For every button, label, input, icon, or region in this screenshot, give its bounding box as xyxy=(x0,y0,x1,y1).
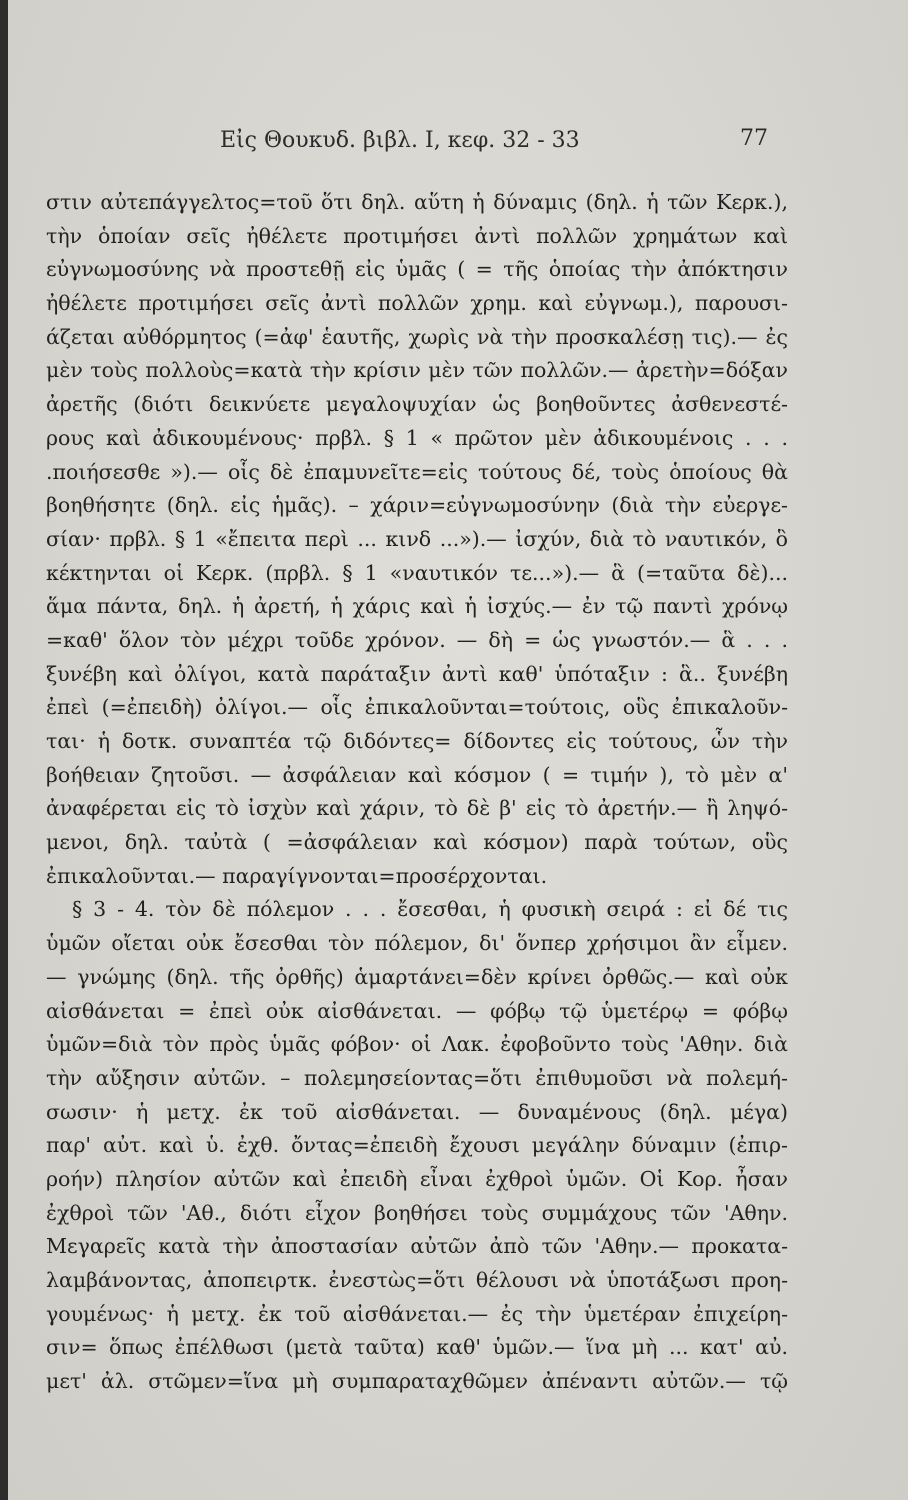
text-line: άζεται αὐθόρμητος (=ἀφ' ἑαυτῆς, χωρὶς νὰ τὴν προσκαλέσῃ τις).— ἐς xyxy=(46,324,788,349)
text-line: γουμένως· ἡ μετχ. ἐκ τοῦ αἰσθάνεται.— ἐς τὴν ὑμετέραν ἐπιχείρη- xyxy=(46,1301,788,1326)
text-line: ὑμῶν=διὰ τὸν πρὸς ὑμᾶς φόβον· οἱ Λακ. ἐφοβοῦντο τοὺς 'Αθην. διὰ xyxy=(46,1032,788,1057)
paragraph-start-line: § 3 - 4. τὸν δὲ πόλεμον . . . ἔσεσθαι, ἡ φυσικὴ σειρά : εἰ δέ τις xyxy=(72,897,788,922)
text-line: κέκτηνται οἱ Κερκ. (πρβλ. § 1 «ναυτικόν τε...»).— ἃ (=ταῦτα δὲ)... xyxy=(46,560,788,585)
page-number: 77 xyxy=(740,126,768,151)
text-line: βοηθήσητε (δηλ. εἰς ἡμᾶς). – χάριν=εὐγνωμοσύνην (διὰ τὴν εὐεργε- xyxy=(46,493,788,518)
text-line: σιν= ὅπως ἐπέλθωσι (μετὰ ταῦτα) καθ' ὑμῶν.— ἵνα μὴ ... κατ' αὐ. xyxy=(46,1335,788,1360)
text-line: παρ' αὐτ. καὶ ὑ. ἐχθ. ὄντας=ἐπειδὴ ἔχουσι μεγάλην δύναμιν (ἐπιρ- xyxy=(46,1133,788,1158)
text-line: τὴν ὁποίαν σεῖς ἠθέλετε προτιμήσει ἀντὶ πολλῶν χρημάτων καὶ xyxy=(46,223,788,248)
commentary-text xyxy=(46,186,788,1399)
text-line: μετ' ἀλ. στῶμεν=ἵνα μὴ συμπαραταχθῶμεν ἀπέναντι αὐτῶν.— τῷ xyxy=(46,1369,788,1394)
text-line: =καθ' ὅλον τὸν μέχρι τοῦδε χρόνον. — δὴ = ὡς γνωστόν.— ἃ . . . xyxy=(46,627,788,652)
text-line: .ποιήσεσθε »).— οἷς δὲ ἐπαμυνεῖτε=εἰς τούτους δέ, τοὺς ὁποίους θὰ xyxy=(46,459,788,484)
text-line: ἐπικαλοῦνται.— παραγίγνονται=προσέρχονται. xyxy=(46,863,548,888)
text-line: λαμβάνοντας, ἀποπειρτκ. ἐνεστὼς=ὅτι θέλουσι νὰ ὑποτάξωσι προη- xyxy=(46,1268,788,1292)
text-line: στιν αὐτεπάγγελτος=τοῦ ὅτι δηλ. αὕτη ἡ δύναμις (δηλ. ἡ τῶν Κερκ.), xyxy=(46,190,788,214)
page-header xyxy=(220,128,768,162)
running-title: Εἰς Θουκυδ. βιβλ. Ι, κεφ. 32 - 33 xyxy=(220,128,580,153)
text-line: ἅμα πάντα, δηλ. ἡ ἀρετή, ἡ χάρις καὶ ἡ ἰσχύς.— ἐν τῷ παντὶ χρόνῳ xyxy=(46,594,788,619)
text-line: ται· ἡ δοτκ. συναπτέα τῷ διδόντες= δίδοντες εἰς τούτους, ὧν τὴν xyxy=(46,729,788,753)
text-line: μὲν τοὺς πολλοὺς=κατὰ τὴν κρίσιν μὲν τῶν πολλῶν.— ἀρετὴν=δόξαν xyxy=(46,358,788,383)
text-line: μενοι, δηλ. ταὐτὰ ( =ἀσφάλειαν καὶ κόσμον) παρὰ τούτων, οὓς xyxy=(46,830,788,855)
text-line: σίαν· πρβλ. § 1 «ἔπειτα περὶ ... κινδ ...»).— ἰσχύν, διὰ τὸ ναυτικόν, ὃ xyxy=(46,526,788,551)
text-line: ἠθέλετε προτιμήσει σεῖς ἀντὶ πολλῶν χρημ. καὶ εὐγνωμ.), παρουσι- xyxy=(46,291,788,316)
text-line: ὑμῶν οἴεται οὐκ ἔσεσθαι τὸν πόλεμον, δι' ὅνπερ χρήσιμοι ἂν εἶμεν. xyxy=(46,931,788,956)
book-page xyxy=(8,0,908,1500)
text-line: Μεγαρεῖς κατὰ τὴν ἀποστασίαν αὐτῶν ἀπὸ τῶν 'Αθην.— προκατα- xyxy=(46,1234,788,1259)
text-line: ἀρετῆς (διότι δεικνύετε μεγαλοψυχίαν ὡς βοηθοῦντες ἀσθενεστέ- xyxy=(46,392,788,417)
text-line: ρους καὶ ἀδικουμένους· πρβλ. § 1 « πρῶτον μὲν ἀδικουμένοις . . . xyxy=(46,425,788,450)
text-line: ἐχθροὶ τῶν 'Αθ., διότι εἶχον βοηθήσει τοὺς συμμάχους τῶν 'Αθην. xyxy=(46,1200,788,1225)
text-line: τὴν αὔξησιν αὐτῶν. – πολεμησείοντας=ὅτι ἐπιθυμοῦσι νὰ πολεμή- xyxy=(46,1065,788,1090)
text-line: — γνώμης (δηλ. τῆς ὀρθῆς) ἁμαρτάνει=δὲν κρίνει ὀρθῶς.— καὶ οὐκ xyxy=(46,964,788,989)
text-line: εὐγνωμοσύνης νὰ προστεθῇ εἰς ὑμᾶς ( = τῆς ὁποίας τὴν ἀπόκτησιν xyxy=(46,257,788,282)
text-line: ροήν) πλησίον αὐτῶν καὶ ἐπειδὴ εἶναι ἐχθροὶ ὑμῶν. Οἱ Κορ. ἦσαν xyxy=(46,1166,788,1191)
text-line: ἀναφέρεται εἰς τὸ ἰσχὺν καὶ χάριν, τὸ δὲ β' εἰς τὸ ἀρετήν.— ἢ ληψό- xyxy=(46,796,788,821)
text-line: ξυνέβη καὶ ὀλίγοι, κατὰ παράταξιν ἀντὶ καθ' ὑπόταξιν : ἃ.. ξυνέβη xyxy=(46,661,788,686)
text-line: ἐπεὶ (=ἐπειδὴ) ὀλίγοι.— οἷς ἐπικαλοῦνται=τούτοις, οὓς ἐπικαλοῦν- xyxy=(46,695,788,720)
text-line: αἰσθάνεται = ἐπεὶ οὐκ αἰσθάνεται. — φόβῳ τῷ ὑμετέρῳ = φόβῳ xyxy=(46,998,788,1023)
text-line: σωσιν· ἡ μετχ. ἐκ τοῦ αἰσθάνεται. — δυναμένους (δηλ. μέγα) xyxy=(46,1099,788,1124)
text-line: βοήθειαν ζητοῦσι. — ἀσφάλειαν καὶ κόσμον ( = τιμήν ), τὸ μὲν α' xyxy=(46,762,788,787)
